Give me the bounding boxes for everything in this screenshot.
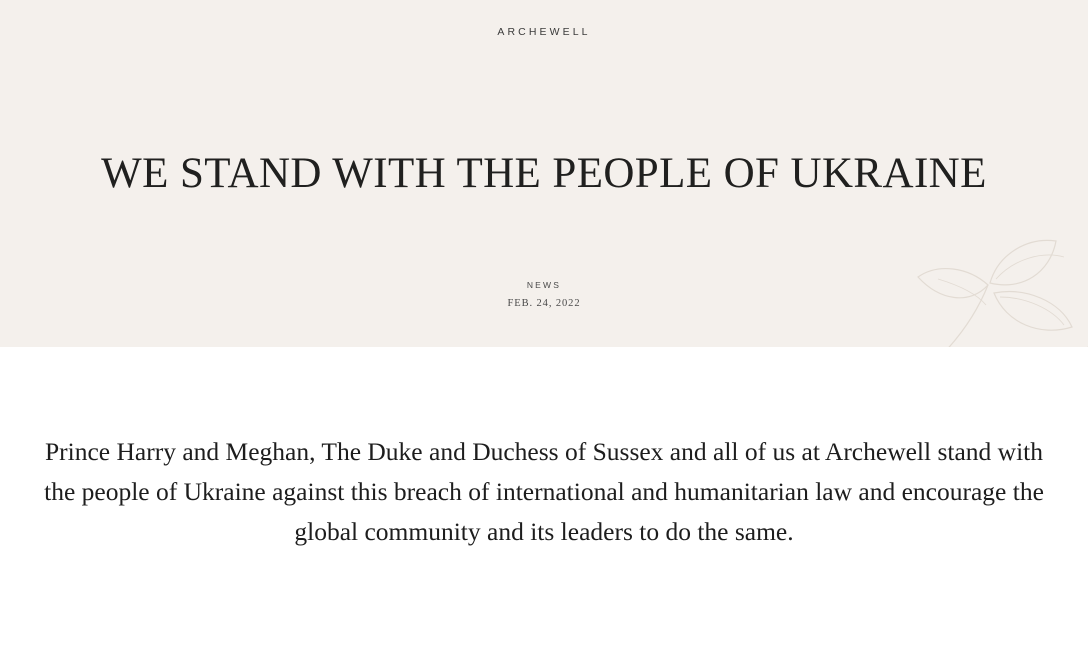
article-date: FEB. 24, 2022 bbox=[507, 298, 581, 309]
article-meta bbox=[0, 280, 1088, 309]
site-brand-wordmark[interactable]: ARCHEWELL bbox=[497, 26, 591, 38]
article-lead-paragraph: Prince Harry and Meghan, The Duke and Duchess of Sussex and all of us at Archewell stand with the people of Ukraine against this breach of international and humanitarian law and encourage the global community and its leaders to do the same. bbox=[44, 437, 1044, 546]
page-title: WE STAND WITH THE PEOPLE OF UKRAINE bbox=[101, 149, 987, 197]
article-body bbox=[0, 347, 1088, 657]
article-category[interactable]: NEWS bbox=[526, 280, 562, 290]
